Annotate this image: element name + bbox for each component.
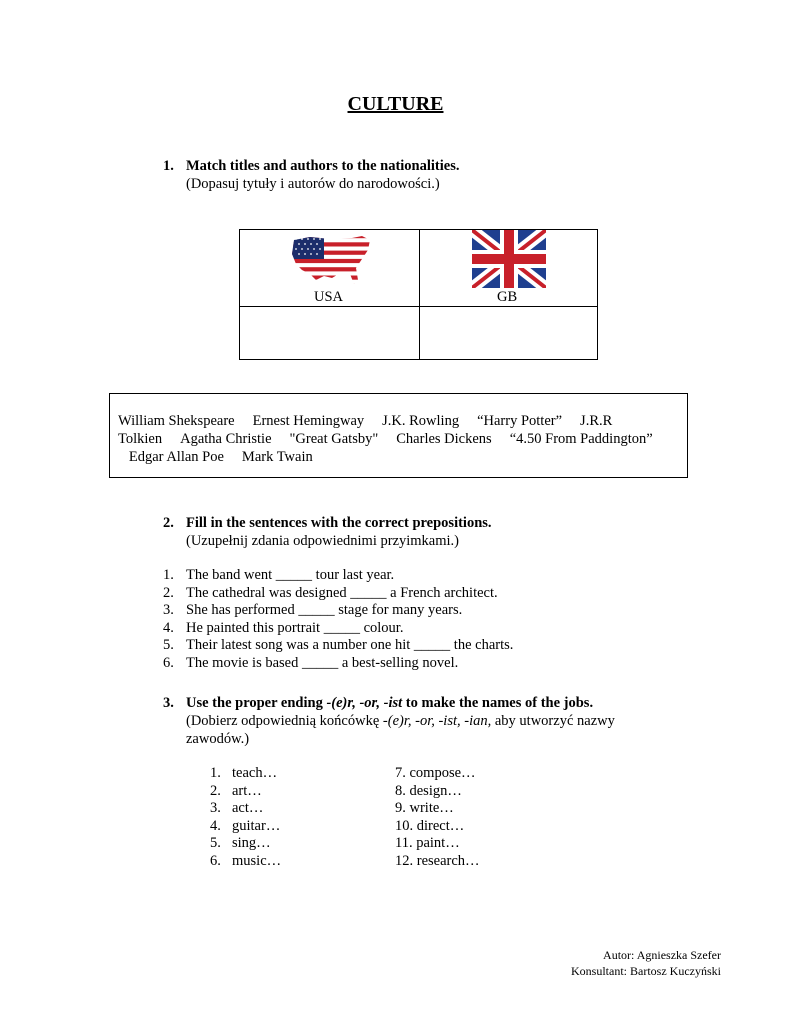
- nationality-table: [239, 229, 598, 360]
- sentence-item: 1. The band went _____ tour last year.: [163, 567, 395, 583]
- job-item: 11. paint…: [395, 835, 460, 852]
- job-item: 7. compose…: [395, 765, 476, 781]
- word-item: Charles Dickens: [396, 431, 492, 447]
- job-item: 9. write…: [395, 800, 454, 817]
- word-box: [109, 393, 688, 478]
- section-3-instruction: Use the proper ending -(e)r, -or, -ist to make the names of the jobs.: [186, 695, 594, 711]
- footer-consultant: Konsultant: Bartosz Kuczyński: [571, 964, 721, 978]
- sentence-item: 4. He painted this portrait _____ colour.: [163, 619, 404, 636]
- section-2: [163, 514, 723, 550]
- sentence-item: 5. Their latest song was a number one hit _____ the charts.: [163, 637, 514, 654]
- section-3-number: 3.: [163, 695, 174, 711]
- section-1-instruction: Match titles and authors to the nationalities.: [186, 158, 460, 174]
- job-item: 8. design…: [395, 782, 462, 799]
- jobs-left-column: [210, 765, 281, 871]
- word-item: William Shekspeare: [118, 413, 235, 429]
- section-2-instruction: Fill in the sentences with the correct prepositions.: [186, 515, 492, 531]
- job-item: 1. teach…: [210, 765, 278, 781]
- usa-label: USA: [314, 289, 344, 305]
- job-item: 5. sing…: [210, 835, 271, 852]
- section-2-translation: (Uzupełnij zdania odpowiednimi przyimkami.): [186, 533, 460, 549]
- word-item: “4.50 From Paddington”: [509, 431, 653, 447]
- page-title: CULTURE: [347, 93, 444, 115]
- job-item: 6. music…: [210, 852, 282, 869]
- sentence-item: 2. The cathedral was designed _____ a French architect.: [163, 584, 498, 601]
- jobs-right-column: [395, 765, 480, 871]
- union-jack-flag-icon: [472, 230, 546, 288]
- word-item: “Harry Potter”: [477, 413, 563, 429]
- sentence-list: [163, 567, 513, 673]
- sentence-item: 6. The movie is based _____ a best-selling novel.: [163, 654, 459, 671]
- section-3-translation: (Dobierz odpowiednią końcówkę -(e)r, -or, -ist, -ian, aby utworzyć nazwy zawodów.): [186, 713, 615, 747]
- job-item: 4. guitar…: [210, 817, 281, 834]
- word-item: Ernest Hemingway: [252, 413, 365, 429]
- usa-flag-map-icon: [290, 234, 372, 288]
- job-item: 2. art…: [210, 782, 262, 799]
- sentence-item: 3. She has performed _____ stage for many years.: [163, 602, 463, 619]
- word-item: J.R.R Tolkien: [118, 413, 613, 447]
- footer: [571, 947, 721, 979]
- section-1: [163, 157, 723, 193]
- section-3: [163, 694, 723, 748]
- word-item: J.K. Rowling: [382, 413, 460, 429]
- word-item: Agatha Christie: [180, 431, 272, 447]
- job-item: 3. act…: [210, 800, 264, 817]
- job-item: 12. research…: [395, 852, 480, 869]
- word-item: "Great Gatsby": [289, 431, 379, 447]
- section-1-number: 1.: [163, 158, 174, 174]
- job-item: 10. direct…: [395, 817, 465, 834]
- section-2-number: 2.: [163, 515, 174, 531]
- gb-label: GB: [497, 289, 518, 305]
- section-1-translation: (Dopasuj tytuły i autorów do narodowości.): [186, 176, 440, 192]
- footer-author: Autor: Agnieszka Szefer: [603, 948, 721, 962]
- word-item: Mark Twain: [241, 449, 313, 465]
- word-item: Edgar Allan Poe: [128, 449, 224, 465]
